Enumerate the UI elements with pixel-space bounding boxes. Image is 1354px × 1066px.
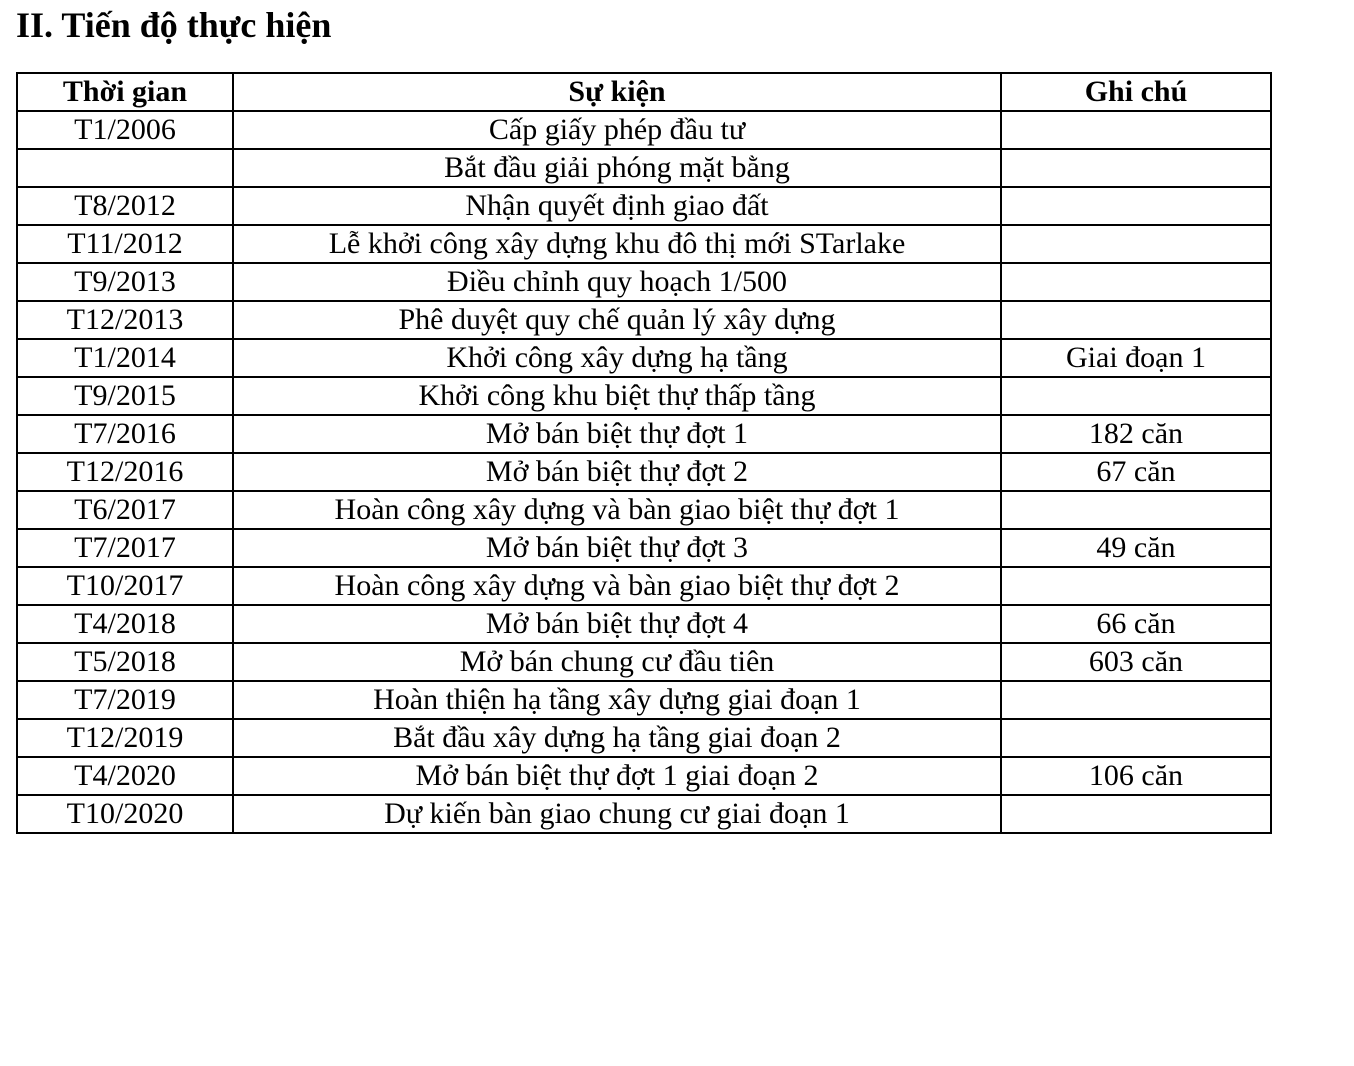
section-heading: II. Tiến độ thực hiện [16, 5, 332, 45]
cell-note: 106 căn [1001, 757, 1271, 795]
cell-event: Mở bán chung cư đầu tiên [233, 643, 1001, 681]
cell-event: Nhận quyết định giao đất [233, 187, 1001, 225]
cell-time: T1/2006 [17, 111, 233, 149]
cell-event: Mở bán biệt thự đợt 3 [233, 529, 1001, 567]
cell-event: Bắt đầu xây dựng hạ tầng giai đoạn 2 [233, 719, 1001, 757]
cell-event: Mở bán biệt thự đợt 1 giai đoạn 2 [233, 757, 1001, 795]
cell-time: T6/2017 [17, 491, 233, 529]
cell-event: Điều chỉnh quy hoạch 1/500 [233, 263, 1001, 301]
cell-time: T5/2018 [17, 643, 233, 681]
cell-note: 603 căn [1001, 643, 1271, 681]
cell-time: T12/2016 [17, 453, 233, 491]
cell-time: T4/2018 [17, 605, 233, 643]
table-row [17, 187, 1271, 225]
table-row [17, 263, 1271, 301]
cell-event: Hoàn thiện hạ tầng xây dựng giai đoạn 1 [233, 681, 1001, 719]
header-note: Ghi chú [1001, 73, 1271, 111]
cell-event: Dự kiến bàn giao chung cư giai đoạn 1 [233, 795, 1001, 833]
cell-time [17, 149, 233, 187]
cell-note [1001, 149, 1271, 187]
cell-note [1001, 263, 1271, 301]
cell-note [1001, 301, 1271, 339]
cell-note [1001, 111, 1271, 149]
cell-event: Khởi công xây dựng hạ tầng [233, 339, 1001, 377]
table-row [17, 225, 1271, 263]
cell-time: T9/2015 [17, 377, 233, 415]
table-row [17, 491, 1271, 529]
table-row [17, 757, 1271, 795]
table-row [17, 567, 1271, 605]
table-row [17, 719, 1271, 757]
schedule-table [16, 72, 1272, 834]
cell-note: 67 căn [1001, 453, 1271, 491]
table-row [17, 301, 1271, 339]
cell-time: T12/2019 [17, 719, 233, 757]
cell-note [1001, 491, 1271, 529]
cell-time: T7/2017 [17, 529, 233, 567]
cell-note: 182 căn [1001, 415, 1271, 453]
cell-event: Cấp giấy phép đầu tư [233, 111, 1001, 149]
cell-event: Khởi công khu biệt thự thấp tầng [233, 377, 1001, 415]
table-header-row [17, 73, 1271, 111]
cell-time: T10/2020 [17, 795, 233, 833]
cell-note: 66 căn [1001, 605, 1271, 643]
cell-event: Hoàn công xây dựng và bàn giao biệt thự đợt 1 [233, 491, 1001, 529]
cell-event: Lễ khởi công xây dựng khu đô thị mới STarlake [233, 225, 1001, 263]
cell-note [1001, 795, 1271, 833]
cell-time: T7/2019 [17, 681, 233, 719]
table-row [17, 149, 1271, 187]
cell-event: Mở bán biệt thự đợt 1 [233, 415, 1001, 453]
cell-event: Bắt đầu giải phóng mặt bằng [233, 149, 1001, 187]
cell-event: Hoàn công xây dựng và bàn giao biệt thự đợt 2 [233, 567, 1001, 605]
cell-note [1001, 567, 1271, 605]
table-row [17, 643, 1271, 681]
cell-note: Giai đoạn 1 [1001, 339, 1271, 377]
table-row [17, 111, 1271, 149]
cell-time: T11/2012 [17, 225, 233, 263]
table-row [17, 795, 1271, 833]
cell-time: T1/2014 [17, 339, 233, 377]
table-row [17, 453, 1271, 491]
cell-event: Mở bán biệt thự đợt 2 [233, 453, 1001, 491]
cell-time: T7/2016 [17, 415, 233, 453]
table-row [17, 377, 1271, 415]
table-row [17, 529, 1271, 567]
cell-time: T9/2013 [17, 263, 233, 301]
header-time: Thời gian [17, 73, 233, 111]
cell-note: 49 căn [1001, 529, 1271, 567]
cell-note [1001, 719, 1271, 757]
cell-event: Phê duyệt quy chế quản lý xây dựng [233, 301, 1001, 339]
cell-event: Mở bán biệt thự đợt 4 [233, 605, 1001, 643]
cell-time: T10/2017 [17, 567, 233, 605]
cell-note [1001, 225, 1271, 263]
header-event: Sự kiện [233, 73, 1001, 111]
cell-time: T8/2012 [17, 187, 233, 225]
cell-time: T12/2013 [17, 301, 233, 339]
table-row [17, 681, 1271, 719]
table-row [17, 415, 1271, 453]
cell-time: T4/2020 [17, 757, 233, 795]
cell-note [1001, 681, 1271, 719]
cell-note [1001, 187, 1271, 225]
table-row [17, 339, 1271, 377]
cell-note [1001, 377, 1271, 415]
table-row [17, 605, 1271, 643]
